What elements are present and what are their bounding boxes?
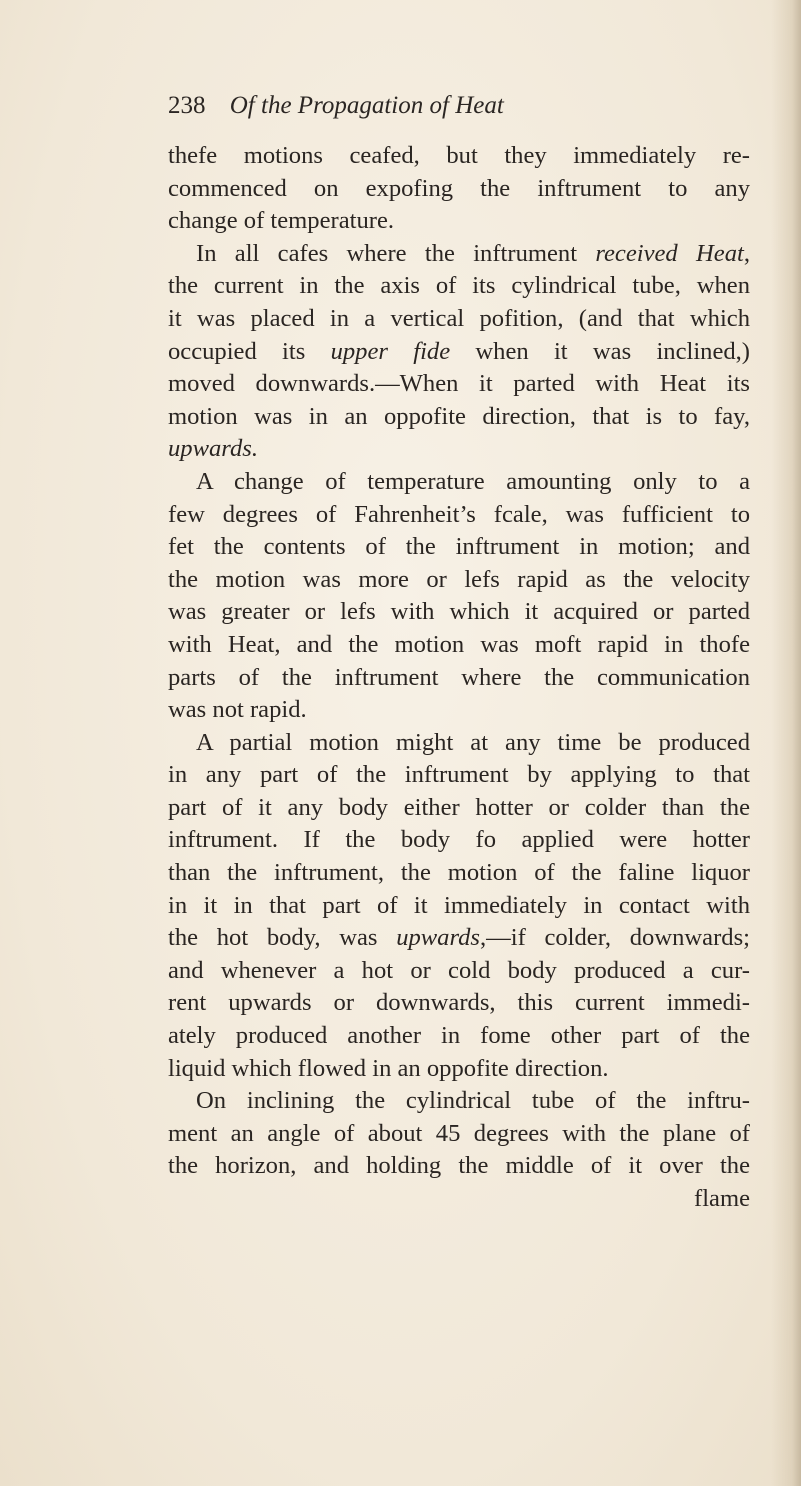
text-segment: the motion was more or lefs rapid as the velocity [168,565,750,593]
text-segment: A change of temperature amounting only to a [196,467,750,495]
text-segment: with Heat, and the motion was moft rapid in thofe [168,630,750,658]
text-line [168,238,750,271]
text-line [168,1183,750,1216]
text-line [168,531,750,564]
italic-text: upwards. [168,435,258,463]
text-segment: than the inftrument, the motion of the faline liquor [168,859,750,887]
text-line [168,792,750,825]
text-line [168,1020,750,1053]
text-segment: thefe motions ceafed, but they immediately re- [168,142,750,169]
text-segment: was not rapid. [168,696,307,724]
text-line [168,987,750,1020]
text-line [168,662,750,695]
text-line [168,824,750,857]
italic-text: upper fide [330,337,451,365]
text-segment: liquid which flowed in an oppofite direction. [168,1054,609,1082]
text-segment: fet the contents of the inftrument in motion; and [168,533,750,561]
text-line [168,922,750,955]
text-line [168,140,750,173]
text-line [168,759,750,792]
running-head: Of the Propagation of Heat [229,92,504,119]
text-segment: it was placed in a vertical pofition, (and that which [168,304,750,332]
text-segment: flame [694,1185,750,1212]
body-text [168,140,750,1216]
text-segment: occupied its [168,337,331,365]
text-segment: the horizon, and holding the middle of it over the [168,1152,750,1180]
text-segment: , [743,239,750,267]
text-line [168,955,750,988]
text-line [168,629,750,662]
italic-text: upwards [396,924,481,952]
text-line [168,1085,750,1118]
text-segment: ment an angle of about 45 degrees with the plane of [168,1119,750,1147]
text-line [168,694,750,727]
text-line [168,336,750,369]
text-line [168,1053,750,1086]
text-line [168,270,750,303]
text-segment: parts of the inftrument where the communication [168,663,750,691]
text-line [168,1150,750,1183]
text-line [168,499,750,532]
text-segment: part of it any body either hotter or colder than the [168,793,750,821]
text-segment: ately produced another in fome other part of the [168,1022,750,1050]
text-line [168,205,750,238]
page-header [168,92,504,120]
text-segment: On inclining the cylindrical tube of the inftru- [196,1087,750,1115]
text-segment: commenced on expofing the inftrument to any [168,174,750,202]
text-segment: A partial motion might at any time be produced [196,728,750,756]
text-segment: when it was inclined,) [450,337,750,365]
text-segment: inftrument. If the body fo applied were hotter [168,826,750,854]
text-segment: and whenever a hot or cold body produced a cur- [168,956,750,984]
text-segment: motion was in an oppofite direction, that is to fay, [168,402,750,430]
text-segment: in it in that part of it immediately in contact with [168,891,750,919]
text-line [168,596,750,629]
text-segment: rent upwards or downwards, this current immedi- [168,989,750,1017]
text-line [168,890,750,923]
text-line [168,401,750,434]
page-edge-shadow [771,0,801,1486]
text-line [168,433,750,466]
text-segment: the current in the axis of its cylindrical tube, when [168,272,750,300]
text-line [168,368,750,401]
text-segment: the hot body, was [168,924,397,952]
text-segment: in any part of the inftrument by applying to that [168,761,750,789]
text-line [168,564,750,597]
text-segment: moved downwards.—When it parted with Heat its [168,370,750,398]
text-line [168,857,750,890]
text-segment: few degrees of Fahrenheit’s fcale, was fufficient to [168,500,750,528]
text-line [168,727,750,760]
text-segment: change of temperature. [168,207,395,235]
text-segment: was greater or lefs with which it acquired or parted [168,598,750,626]
text-segment: In all cafes where the inftrument [196,239,596,267]
italic-text: received Heat [595,239,744,267]
text-line [168,303,750,336]
text-line [168,466,750,499]
text-line [168,1118,750,1151]
text-segment: ,—if colder, downwards; [480,924,750,952]
text-line [168,173,750,206]
page-number: 238 [168,92,206,119]
